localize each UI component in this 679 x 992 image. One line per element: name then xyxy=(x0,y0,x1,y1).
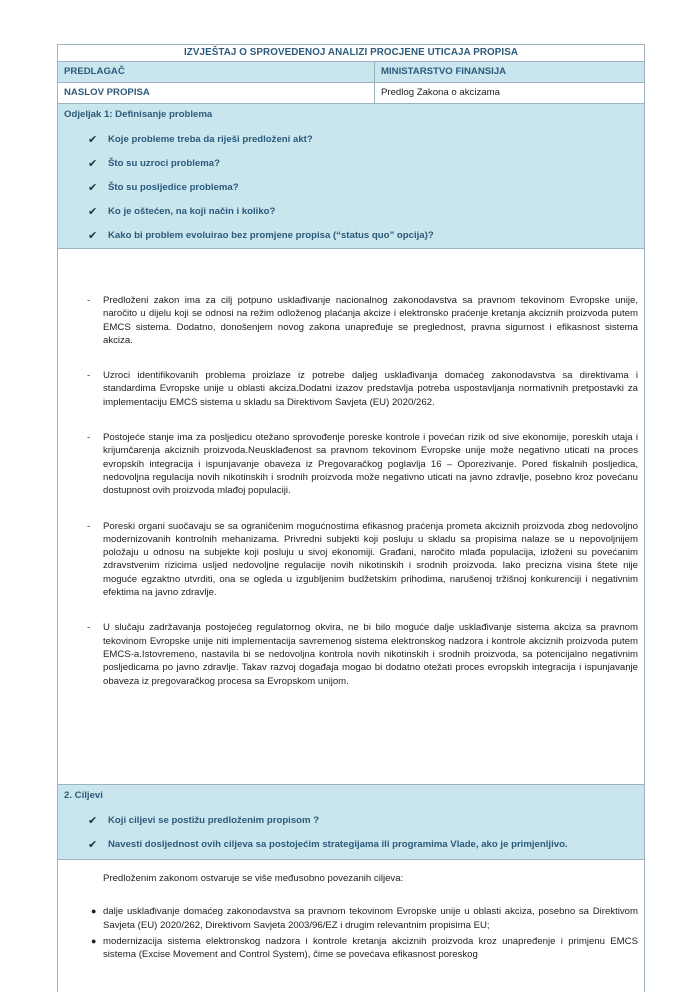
document-title: IZVJEŠTAJ O SPROVEDENOJ ANALIZI PROCJENE UTICAJA PROPISA xyxy=(58,45,645,62)
checkmark-icon: ✔ xyxy=(88,224,97,248)
paragraph-item: - Predloženi zakon ima za cilj potpuno usklađivanje nacionalnog zakonodavstva sa pravnom tekovinom Evropske unije, naročito u dijelu koji se odnosi na režim odloženog plaćanja akcize i elektronsko praćenje kretanja akciznih proizvoda putem EMCS sistema. Dodatno, donošenjem novog zakona unapređuje se preglednost, pravna sigurnost i efikasnost sistema akciza. xyxy=(64,294,638,347)
section2-intro: Predloženim zakonom ostvaruje se više međusobno povezanih ciljeva: xyxy=(64,872,638,885)
checkmark-icon: ✔ xyxy=(88,809,97,833)
regulation-label: NASLOV PROPISA xyxy=(58,83,375,104)
section1-header xyxy=(58,104,645,249)
question-item: ✔ Što su posljedice problema? xyxy=(64,176,638,200)
section1-body xyxy=(58,249,645,785)
checkmark-icon: ✔ xyxy=(88,152,97,176)
checkmark-icon: ✔ xyxy=(88,833,97,857)
report-page xyxy=(57,44,644,992)
question-item: ✔ Kako bi problem evoluirao bez promjene propisa (“status quo” opcija)? xyxy=(64,224,638,248)
section2-bullet-list xyxy=(64,905,638,961)
bullet-item: ● dalje usklađivanje domaćeg zakonodavstva sa pravnom tekovinom Evropske unije u oblasti akciza, posebno sa Direktivom Savjeta (EU) 2020/262, Direktivom Savjeta 2003/96/EZ i drugim relevantnim propisima EU; xyxy=(64,905,638,932)
paragraph-item: - Uzroci identifikovanih problema proizlaze iz potrebe daljeg usklađivanja domaćeg zakonodavstva sa direktivama i standardima Evropske unije u oblasti akciza.Dodatni izazov predstavlja potreba uspostavljanja normativnih pretpostavki za implementaciju EMCS sistema u skladu sa Direktivom Savjeta (EU) 2020/262. xyxy=(64,369,638,409)
section2-header xyxy=(58,785,645,860)
section1-question-list xyxy=(64,128,638,248)
checkmark-icon: ✔ xyxy=(88,128,97,152)
bullet-icon: ● xyxy=(91,905,96,918)
paragraph-item: - Postojeće stanje ima za posljedicu otežano sprovođenje poreske kontrole i povećan rizik od sive ekonomije, poreskih utaja i krijumčarenja akciznih proizvoda.Neusklađenost sa pravnom tekovinom Evropske unije može negativno uticati na proces evropskih integracija i ispunjavanje obaveza iz Pregovaračkog poglavlja 16 – Oporezivanje. Pored fiskalnih posljedica, nedovoljna regulacija novih nikotinskih i srodnih proizvoda može negativno uticati na javno zdravlje, posebno kroz povećanu dostupnost ovih proizvoda mlađoj populaciji. xyxy=(64,431,638,497)
section1-paragraph-list xyxy=(64,294,638,688)
report-table xyxy=(57,44,645,992)
proposer-label: PREDLAGAČ xyxy=(58,62,375,83)
section2-heading: 2. Ciljevi xyxy=(64,789,638,803)
section2-body xyxy=(58,860,645,992)
checkmark-icon: ✔ xyxy=(88,176,97,200)
section2-question-list xyxy=(64,809,638,857)
question-item: ✔ Ko je oštećen, na koji način i koliko? xyxy=(64,200,638,224)
section1-heading: Odjeljak 1: Definisanje problema xyxy=(64,108,638,122)
question-item: ✔ Koji ciljevi se postižu predloženim propisom ? xyxy=(64,809,638,833)
question-item: ✔ Koje probleme treba da riješi predloženi akt? xyxy=(64,128,638,152)
question-item: ✔ Što su uzroci problema? xyxy=(64,152,638,176)
proposer-value: MINISTARSTVO FINANSIJA xyxy=(375,62,645,83)
bullet-item: ● modernizacija sistema elektronskog nadzora i kontrole kretanja akciznih proizvoda kroz unapređenje i primjenu EMCS sistema (Excise Movement and Control System), čime se povećava efikasnost poreskog xyxy=(64,935,638,962)
paragraph-item: - Poreski organi suočavaju se sa ograničenim mogućnostima efikasnog praćenja prometa akciznih proizvoda zbog nedovoljno modernizovanih kontrolnih mehanizama. Privredni subjekti koji posluju u skladu sa propisima nalaze se u nepovoljnijem položaju u odnosu na subjekte koji posluju u sivoj ekonomiji. Građani, naročito mlađa populacija, izloženi su povećanim zdravstvenim rizicima usljed nedovoljne regulacije novih nikotinskih i srodnih proizvoda. Iako precizna visina štete nije moguće egzaktno utvrditi, ona se ogleda u izgubljenim budžetskim prihodima, narušenoj tržišnoj konkurenciji i negativnim efektima na javno zdravlje. xyxy=(64,520,638,600)
paragraph-item: - U slučaju zadržavanja postojećeg regulatornog okvira, ne bi bilo moguće dalje usklađivanje sistema akciza sa pravnom tekovinom Evropske unije niti implementacija savremenog sistema elektronskog nadzora i kontrole akciznih proizvoda putem EMCS-a.Istovremeno, nastavila bi se nedovoljna kontrola novih nikotinskih i srodnih proizvoda, sa potencijalno negativnim posljedicama po javno zdravlje. Takav razvoj događaja mogao bi dodatno otežati proces evropskih integracija i ispunjavanje obaveza iz pregovaračkog procesa sa Evropskom unijom. xyxy=(64,621,638,687)
regulation-value: Predlog Zakona o akcizama xyxy=(375,83,645,104)
question-item: ✔ Navesti dosljednost ovih ciljeva sa postojećim strategijama ili programima Vlade, ako je primjenljivo. xyxy=(64,833,638,857)
bullet-icon: ● xyxy=(91,935,96,948)
checkmark-icon: ✔ xyxy=(88,200,97,224)
